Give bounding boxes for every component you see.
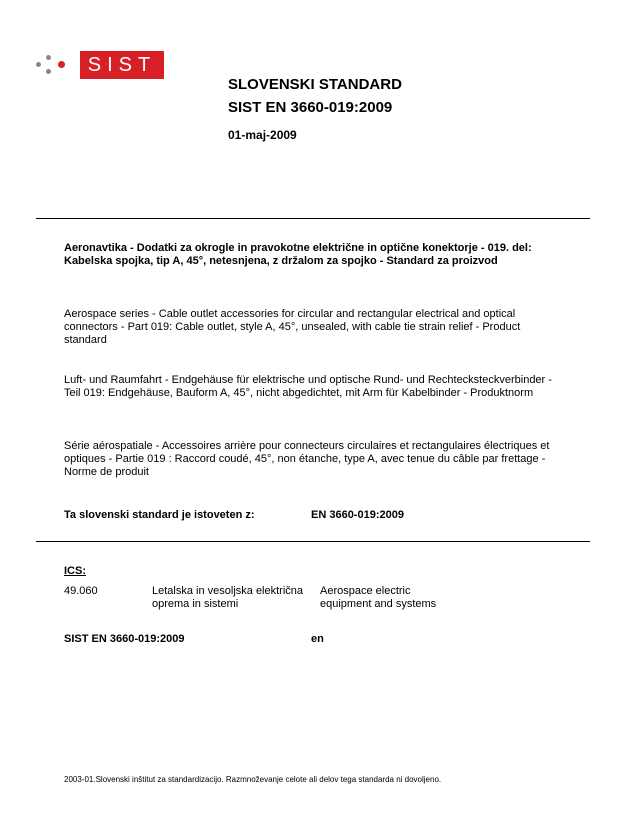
title-french: Série aérospatiale - Accessoires arrière pour connecteurs circulaires et rectangulaires électriques et optiques - Partie 019 : Raccord coudé, 45°, non étanche, type A, avec tenue du câble par frettage - Norme de produit (64, 440, 550, 478)
logo-text: SIST (80, 51, 164, 79)
publication-date: 01-maj-2009 (228, 128, 297, 142)
ics-label: ICS: (64, 565, 86, 577)
ics-description-sl: Letalska in vesoljska električna oprema in sistemi (152, 585, 304, 610)
logo-dot-icon (46, 69, 51, 74)
logo-dot-icon (36, 62, 41, 67)
ics-description-en: Aerospace electric equipment and systems (320, 585, 437, 610)
logo-dot-icon (58, 61, 65, 68)
standard-number: SIST EN 3660-019:2009 (228, 99, 393, 116)
identical-label: Ta slovenski standard je istoveten z: (64, 509, 255, 521)
copyright-footer: 2003-01.Slovenski inštitut za standardizacijo. Razmnoževanje celote ali delov tega standarda ni dovoljeno. (64, 775, 442, 784)
bottom-divider (36, 541, 590, 542)
logo-dot-icon (46, 55, 51, 60)
document-language: en (311, 633, 324, 645)
title-slovenian: Aeronavtika - Dodatki za okrogle in pravokotne električne in optične konektorje - 019. del: Kabelska spojka, tip A, 45°, netesnjena, z držalom za spojko - Standard za proizvod (64, 242, 532, 267)
identical-value: EN 3660-019:2009 (311, 509, 404, 521)
title-german: Luft- und Raumfahrt - Endgehäuse für elektrische und optische Rund- und Rechtecksteckverbinder - Teil 019: Endgehäuse, Bauform A, 45°, nicht abgedichtet, mit Arm für Kabelbinder - Produktnorm (64, 374, 552, 399)
sist-logo (36, 47, 164, 83)
top-divider (36, 218, 590, 219)
title-english: Aerospace series - Cable outlet accessories for circular and rectangular electrical and optical connectors - Part 019: Cable outlet, style A, 45°, unsealed, with cable tie strain relief - Product standard (64, 308, 521, 346)
ics-code: 49.060 (64, 585, 98, 597)
document-code: SIST EN 3660-019:2009 (64, 633, 185, 645)
standard-heading: SLOVENSKI STANDARD (228, 76, 402, 93)
